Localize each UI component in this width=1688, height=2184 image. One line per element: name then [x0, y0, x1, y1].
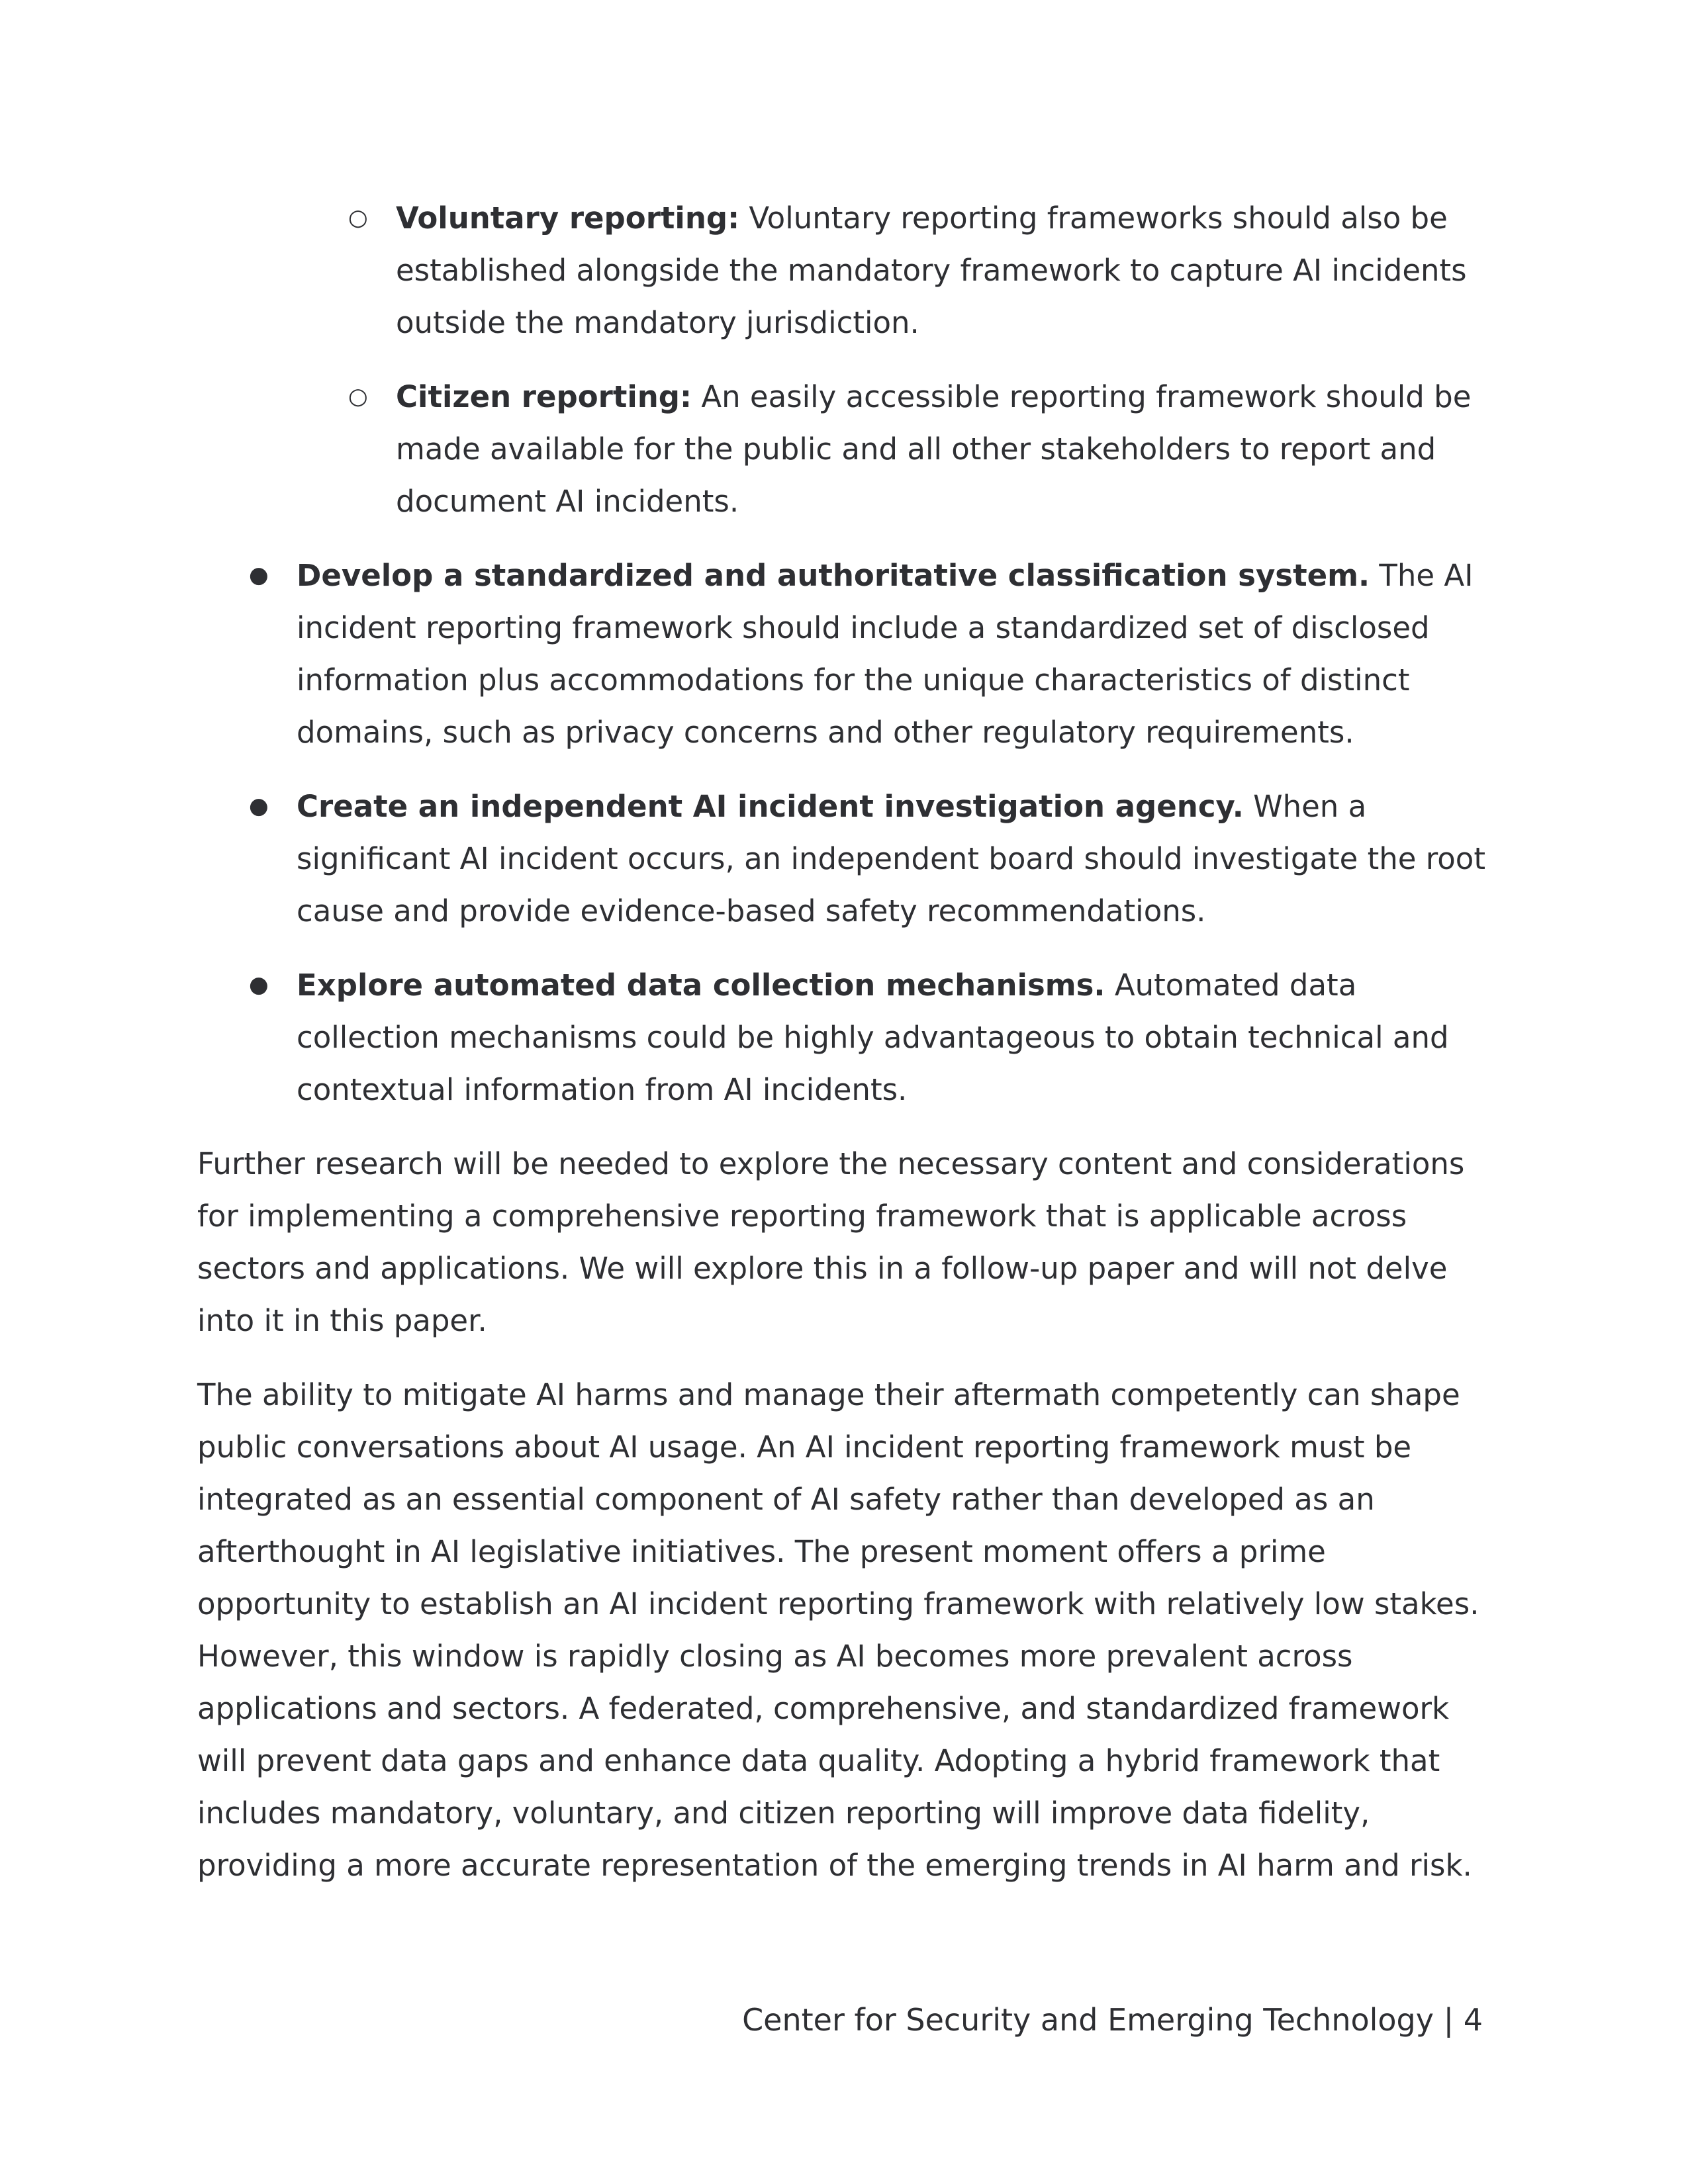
filled-bullet-icon: ●: [249, 972, 269, 998]
paragraph-conclusion: The ability to mitigate AI harms and manage their aftermath competently can shape public conversations about AI usage. An AI incident reporting framework must be integrated as an essential component of AI safety rather than developed as an afterthought in AI legislative initiatives. The present moment offers a prime opportunity to establish an AI incident reporting framework with relatively low stakes. However, this window is rapidly closing as AI becomes more prevalent across applications and sectors. A federated, comprehensive, and standardized framework will prevent data gaps and enhance data quality. Adopting a hybrid framework that includes mandatory, voluntary, and citizen reporting will improve data fidelity, providing a more accurate representation of the emerging trends in AI harm and risk.: [197, 1377, 1479, 1883]
bullet-lead: Develop a standardized and authoritative classification system.: [297, 558, 1370, 593]
bullet-text: The AI incident reporting framework should include a standardized set of disclosed information plus accommodations for the unique characteristics of distinct domains, such as privacy concerns and other regulatory requirements.: [297, 558, 1474, 750]
paragraph-further-research: Further research will be needed to explore the necessary content and considerations for implementing a comprehensive reporting framework that is applicable across sectors and applications. We will explore this in a follow-up paper and will not delve into it in this paper.: [197, 1146, 1465, 1338]
bullet-text: An easily accessible reporting framework should be made available for the public and all other stakeholders to report and document AI incidents.: [396, 379, 1472, 519]
page-body: [197, 192, 1495, 1913]
hollow-bullet-icon: ○: [348, 383, 368, 410]
bullet-automated-data-collection: [197, 959, 1495, 1116]
footer-organization: Center for Security and Emerging Technology: [742, 2002, 1434, 2038]
filled-bullet-icon: ●: [249, 793, 269, 819]
sub-bullet-voluntary-reporting: [197, 192, 1495, 349]
sub-bullet-citizen-reporting: [197, 371, 1495, 527]
bullet-investigation-agency: [197, 780, 1495, 937]
bullet-text: Voluntary reporting frameworks should also be established alongside the mandatory framework to capture AI incidents outside the mandatory jurisdiction.: [396, 201, 1467, 340]
filled-bullet-icon: ●: [249, 562, 269, 588]
bullet-text: When a significant AI incident occurs, an independent board should investigate the root cause and provide evidence-based safety recommendations.: [297, 789, 1485, 929]
bullet-lead: Explore automated data collection mechanisms.: [297, 968, 1105, 1003]
hollow-bullet-icon: ○: [348, 205, 368, 231]
bullet-text: Automated data collection mechanisms could be highly advantageous to obtain technical and contextual information from AI incidents.: [297, 968, 1449, 1107]
bullet-classification-system: [197, 549, 1495, 758]
page-footer: [742, 2000, 1483, 2040]
bullet-lead: Create an independent AI incident investigation agency.: [297, 789, 1244, 824]
page-number: 4: [1463, 2002, 1483, 2038]
footer-separator: |: [1433, 2002, 1464, 2038]
bullet-lead: Voluntary reporting:: [396, 201, 740, 236]
bullet-lead: Citizen reporting:: [396, 379, 692, 414]
